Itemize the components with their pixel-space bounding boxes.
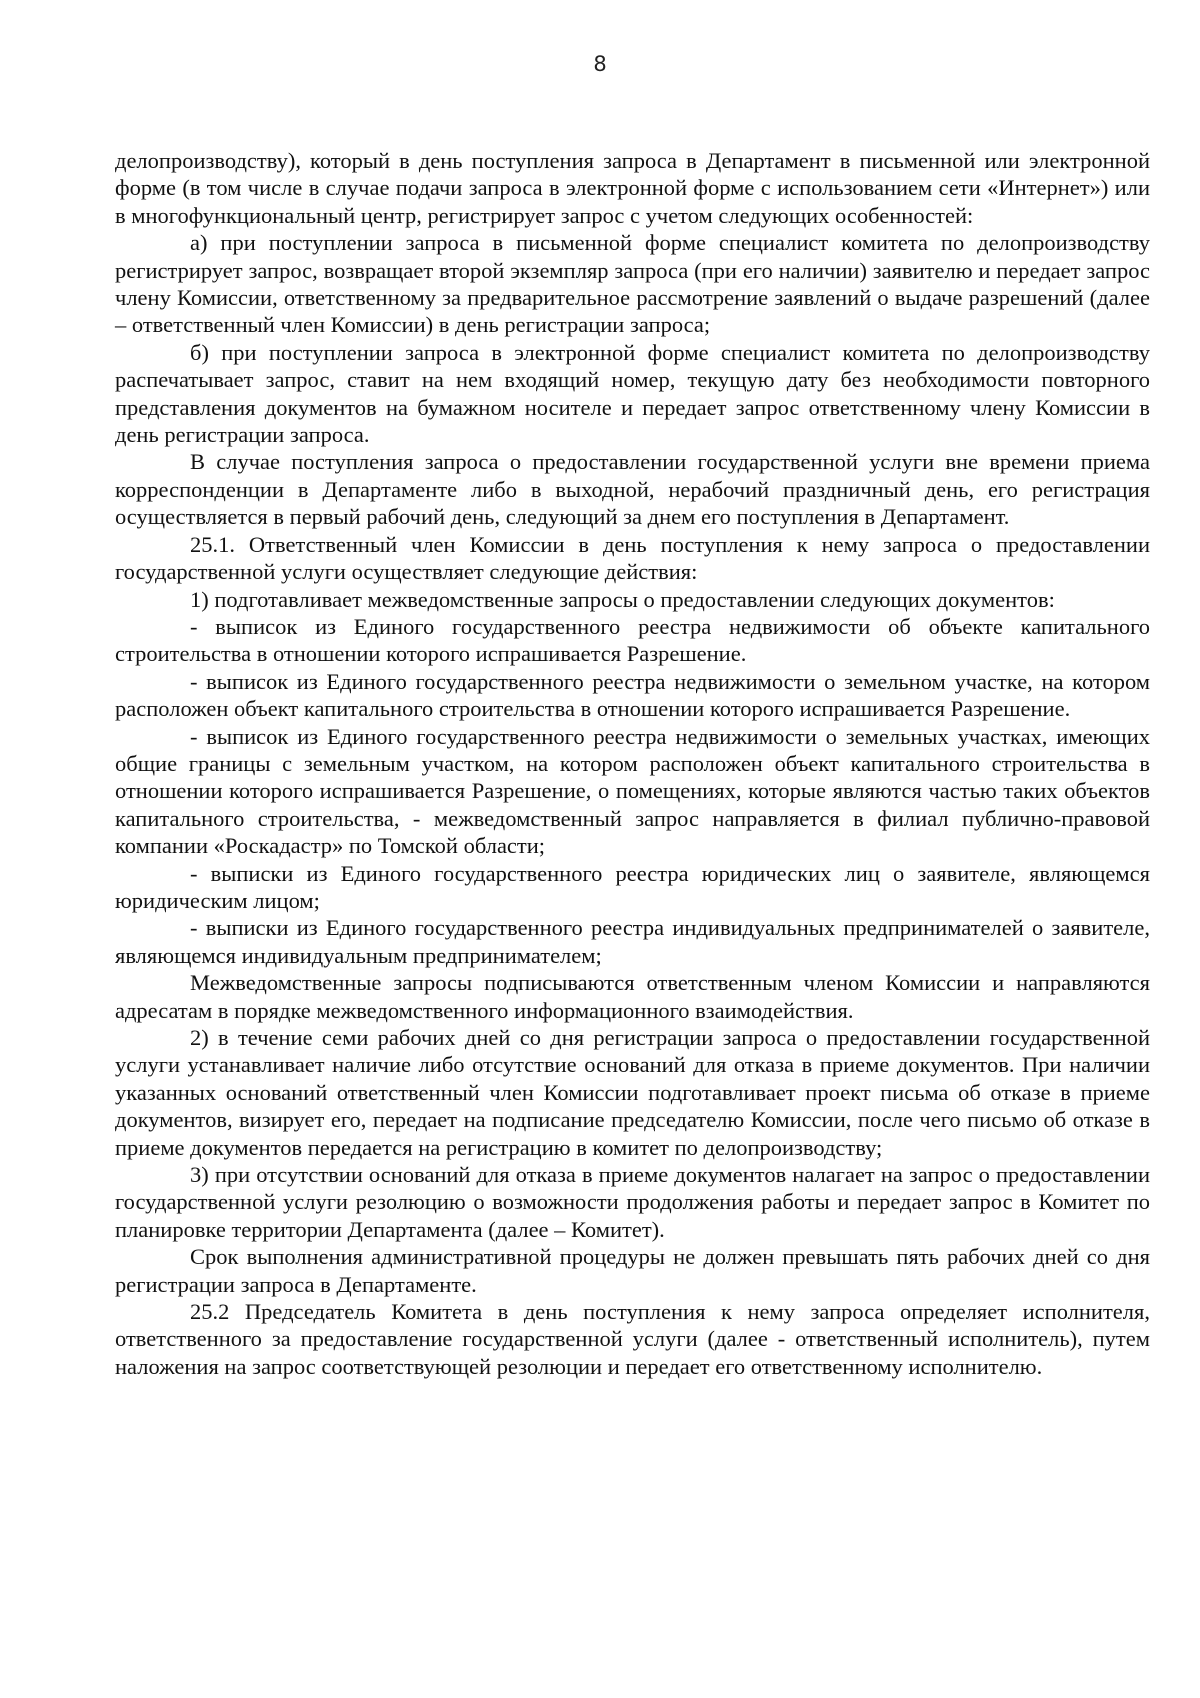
paragraph-section-25-2: 25.2 Председатель Комитета в день поступления к нему запроса определяет исполнителя, ответственного за предоставление государственной услуги (далее - ответственный исполнитель), путем наложения на запрос соответствующей резолюции и передает его ответственному исполнителю. xyxy=(115,1299,1150,1379)
paragraph-step-2: 2) в течение семи рабочих дней со дня регистрации запроса о предоставлении государственной услуги устанавливает наличие либо отсутствие оснований для отказа в приеме документов. При наличии указанных оснований ответственный член Комиссии подготавливает проект письма об отказе в приеме документов, визирует его, передает на подписание председателю Комиссии, после чего письмо об отказе в приеме документов передается на регистрацию в комитет по делопроизводству; xyxy=(115,1025,1150,1160)
paragraph-off-hours-registration: В случае поступления запроса о предоставлении государственной услуги вне времени приема корреспонденции в Департаменте либо в выходной, нерабочий праздничный день, его регистрация осуществляется в первый рабочий день, следующий за днем его поступления в Департамент. xyxy=(115,449,1150,530)
paragraph-bullet-adjacent-plots: - выписок из Единого государственного реестра недвижимости о земельных участках, имеющих общие границы с земельным участком, на котором расположен объект капитального строительства в отношении которого испрашивается Разрешение, о помещениях, которые являются частью таких объектов капитального строительства, - межведомственный запрос направляется в филиал публично-правовой компании «Роскадастр» по Томской области; xyxy=(115,723,1150,859)
paragraph-bullet-capital-object: - выписок из Единого государственного реестра недвижимости об объекте капитального строительства в отношении которого испрашивается Разрешение. xyxy=(115,613,1150,667)
paragraph-deadline: Срок выполнения административной процедуры не должен превышать пять рабочих дней со дня регистрации запроса в Департаменте. xyxy=(115,1244,1150,1297)
paragraph-continuation: делопроизводству), который в день поступления запроса в Департамент в письменной или электронной форме (в том числе в случае подачи запроса в электронной форме с использованием сети «Интернет») или в многофункциональный центр, регистрирует запрос с учетом следующих особенностей: xyxy=(115,148,1150,228)
paragraph-bullet-entrepreneurs: - выписки из Единого государственного реестра индивидуальных предпринимателей о заявителе, являющемся индивидуальным предпринимателем; xyxy=(115,915,1150,968)
paragraph-bullet-land-plot: - выписок из Единого государственного реестра недвижимости о земельном участке, на котором расположен объект капитального строительства в отношении которого испрашивается Разрешение. xyxy=(115,668,1150,722)
paragraph-item-b: б) при поступлении запроса в электронной форме специалист комитета по делопроизводству распечатывает запрос, ставит на нем входящий номер, текущую дату без необходимости повторного представления документов на бумажном носителе и передает запрос ответственному члену Комиссии в день регистрации запроса. xyxy=(115,339,1150,448)
paragraph-bullet-legal-entities: - выписки из Единого государственного реестра юридических лиц о заявителе, являющемся юридическим лицом; xyxy=(115,860,1150,913)
page-number: 8 xyxy=(593,52,607,76)
paragraph-interagency-requests: Межведомственные запросы подписываются ответственным членом Комиссии и направляются адресатам в порядке межведомственного информационного взаимодействия. xyxy=(115,970,1150,1023)
document-body xyxy=(115,147,1150,1380)
paragraph-step-3: 3) при отсутствии оснований для отказа в приеме документов налагает на запрос о предоставлении государственной услуги резолюцию о возможности продолжения работы и передает запрос в Комитет по планировке территории Департамента (далее – Комитет). xyxy=(115,1162,1150,1242)
paragraph-step-1: 1) подготавливает межведомственные запросы о предоставлении следующих документов: xyxy=(190,586,1055,612)
paragraph-item-a: а) при поступлении запроса в письменной форме специалист комитета по делопроизводству регистрирует запрос, возвращает второй экземпляр запроса (при его наличии) заявителю и передает запрос члену Комиссии, ответственному за предварительное рассмотрение заявлений о выдаче разрешений (далее – ответственный член Комиссии) в день регистрации запроса; xyxy=(115,230,1150,338)
paragraph-section-25-1: 25.1. Ответственный член Комиссии в день поступления к нему запроса о предоставлении государственной услуги осуществляет следующие действия: xyxy=(115,531,1150,585)
